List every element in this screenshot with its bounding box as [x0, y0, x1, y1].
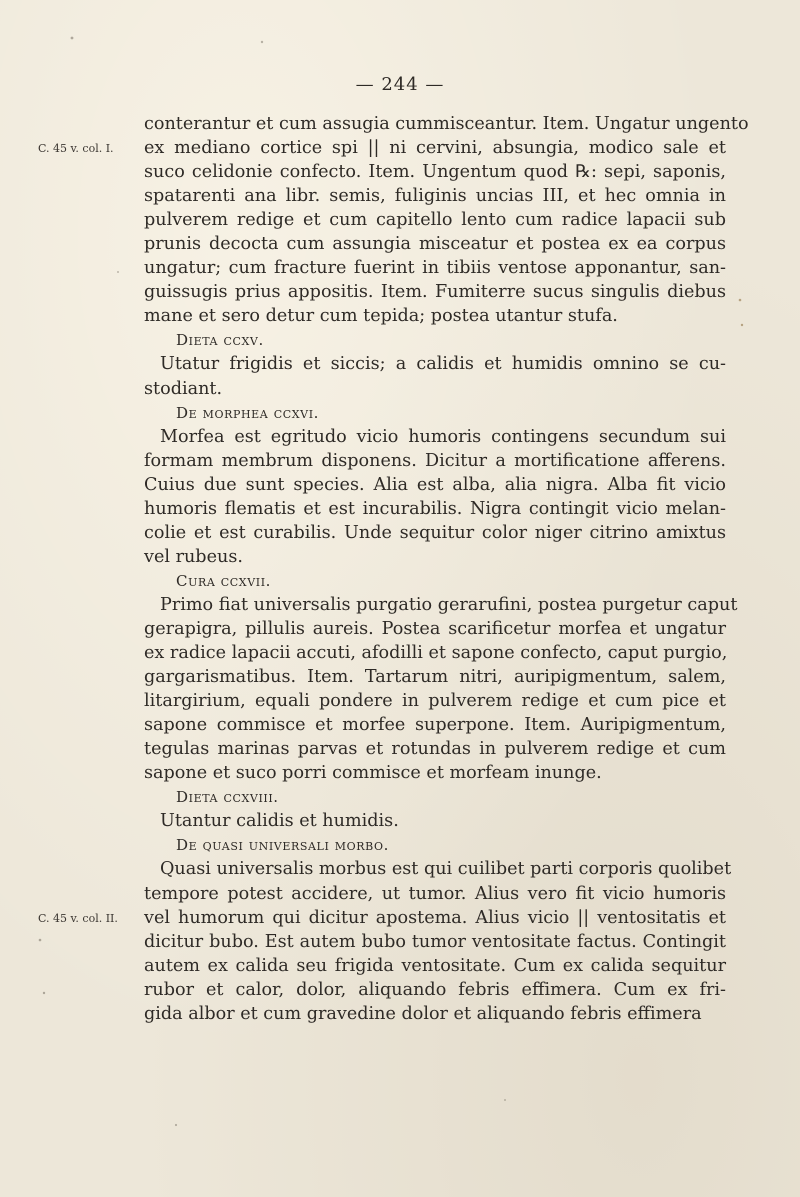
text-line: C. 45 v. col. II. vel humorum qui dicitur apostema. Alius vicio || ventositatis et [144, 906, 726, 930]
text-line: pulverem redige et cum capitello lento cum radice lapacii sub [144, 210, 726, 231]
speck [39, 939, 42, 942]
text-line: ex radice lapacii accuti, afodilli et sapone confecto, caput purgio, [144, 643, 728, 664]
text-line: Morfea est egritudo vicio humoris contingens secundum sui [160, 426, 726, 447]
text-line: ungatur; cum fracture fuerint in tibiis ventose apponantur, san- [144, 258, 726, 279]
text-line: spatarenti ana libr. semis, fuliginis uncias III, et hec omnia in [144, 186, 726, 207]
speck [175, 1124, 177, 1126]
speck [43, 992, 45, 994]
speck [71, 37, 74, 40]
text-line: Cuius due sunt species. Alia est alba, alia nigra. Alba fit vicio [144, 474, 726, 495]
text-line: mane et sero detur cum tepida; postea utantur stufa. [144, 306, 618, 327]
text-line: suco celidonie confecto. Item. Ungentum quod ℞: sepi, saponis, [144, 162, 726, 183]
text-line: gargarismatibus. Item. Tartarum nitri, auripigmentum, salem, [144, 667, 726, 688]
section-heading: De morphea ccxvi. [176, 403, 320, 422]
speck [117, 271, 119, 273]
margin-note: C. 45 v. col. I. [38, 142, 114, 156]
speck [261, 41, 263, 43]
margin-note: C. 45 v. col. II. [38, 911, 118, 925]
text-line: Utantur calidis et humidis. [160, 811, 399, 832]
section-heading: Dieta ccxv. [176, 331, 264, 350]
text-line: Utatur frigidis et siccis; a calidis et humidis omnino se cu- [160, 354, 726, 375]
text-line: sapone commisce et morfee superpone. Item. Auripigmentum, [144, 715, 726, 736]
text-line: formam membrum disponens. Dicitur a mortificatione afferens. [144, 450, 726, 471]
text-line: humoris flematis et est incurabilis. Nigra contingit vicio melan- [144, 498, 726, 519]
section-heading: Cura ccxvii. [176, 571, 272, 590]
text-line: prunis decocta cum assungia misceatur et postea ex ea corpus [144, 234, 726, 255]
text-line: guissugis prius appositis. Item. Fumiterre sucus singulis diebus [144, 282, 726, 303]
text-line: tegulas marinas parvas et rotundas in pulverem redige et cum [144, 739, 726, 760]
page-number: — 244 — [355, 74, 445, 95]
text-line: gida albor et cum gravedine dolor et aliquando febris effimera [144, 1003, 702, 1024]
text-line: sapone et suco porri commisce et morfeam inunge. [144, 763, 602, 784]
text-line: gerapigra, pillulis aureis. Postea scarificetur morfea et ungatur [144, 618, 726, 639]
speck [739, 299, 742, 302]
section-heading: De quasi universali morbo. [176, 836, 389, 855]
text-line: tempore potest accidere, ut tumor. Alius vero fit vicio humoris [144, 883, 726, 904]
text-line: C. 45 v. col. I. ex mediano cortice spi || ni cervini, absungia, modico sale et [144, 136, 726, 160]
speck [504, 1099, 506, 1101]
text-line: dicitur bubo. Est autem bubo tumor ventositate factus. Contingit [144, 931, 726, 952]
text-line: Quasi universalis morbus est qui cuilibet parti corporis quolibet [160, 859, 732, 880]
body-text [38, 112, 749, 1026]
text-line: vel rubeus. [144, 546, 243, 567]
text-line: rubor et calor, dolor, aliquando febris effimera. Cum ex fri- [144, 979, 726, 1000]
text-line: stodiant. [144, 378, 223, 399]
text-line: colie et est curabilis. Unde sequitur color niger citrino amixtus [144, 522, 726, 543]
text-line: autem ex calida seu frigida ventositate. Cum ex calida sequitur [144, 955, 726, 976]
speck [741, 324, 743, 326]
text-line: conterantur et cum assugia cummisceantur. Item. Ungatur ungento [144, 114, 749, 134]
text-line: litargirium, equali pondere in pulverem redige et cum pice et [144, 691, 726, 712]
text-line: Primo fiat universalis purgatio gerarufini, postea purgetur caput [160, 594, 738, 615]
section-heading: Dieta ccxviii. [176, 788, 279, 807]
